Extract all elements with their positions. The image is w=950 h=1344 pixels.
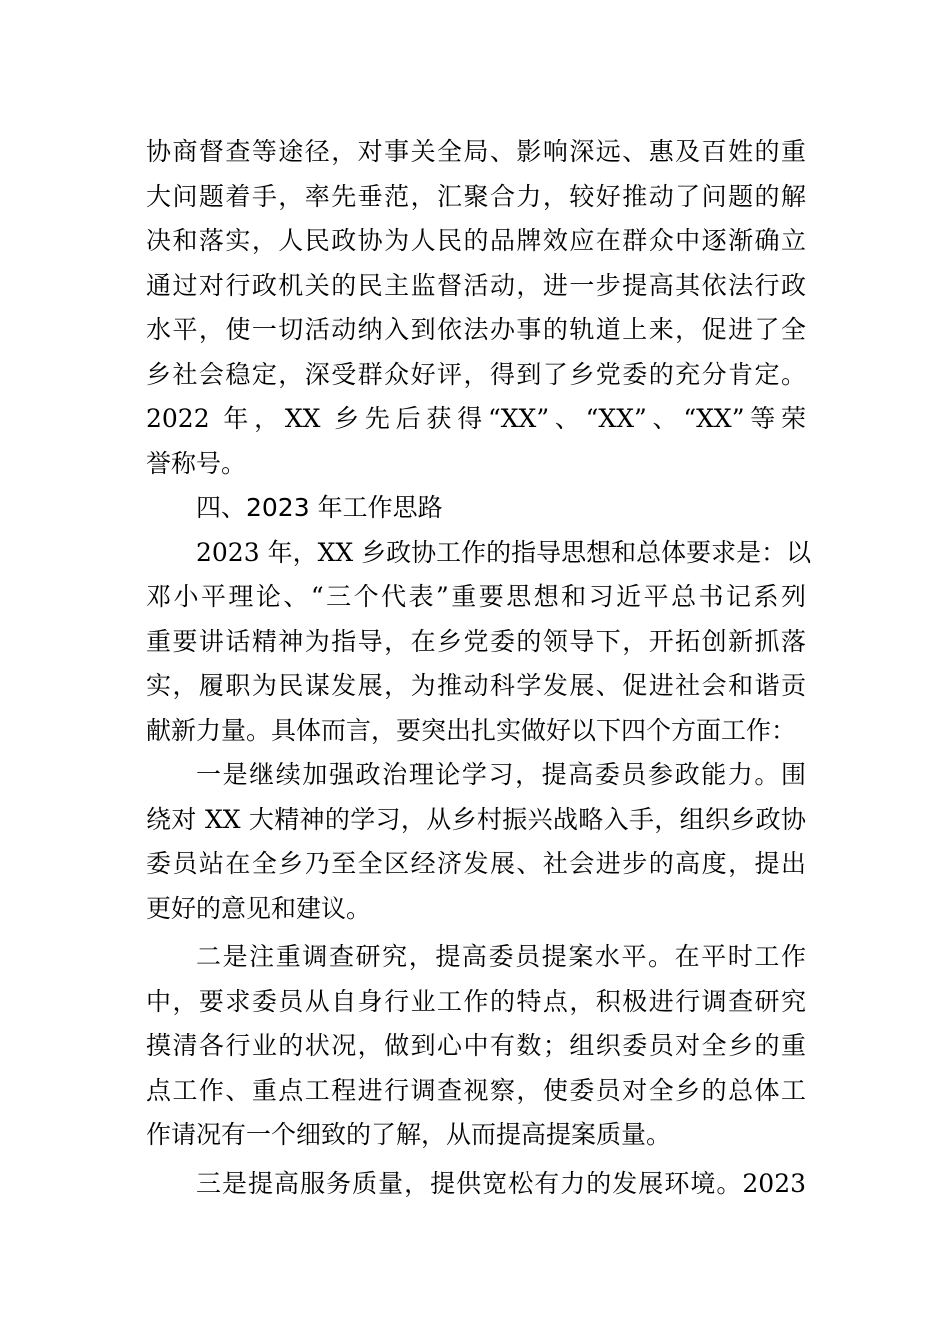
body-line: 邓小平理论、“三个代表”重要思想和习近平总书记系列 — [146, 582, 806, 611]
body-line: 绕对 XX 大精神的学习，从乡村振兴战略入手，组织乡政协 — [146, 804, 806, 834]
body-line: 2022 年，XX 乡先后获得“XX”、“XX”、“XX”等荣 — [146, 404, 806, 433]
body-line: 水平，使一切活动纳入到依法办事的轨道上来，促进了全 — [146, 315, 806, 344]
body-line: 协商督查等途径，对事关全局、影响深远、惠及百姓的重 — [146, 137, 806, 166]
body-line: 三是提高服务质量，提供宽松有力的发展环境。2023 — [196, 1168, 806, 1198]
body-line: 更好的意见和建议。 — [146, 893, 372, 923]
body-line: 献新力量。具体而言，要突出扎实做好以下四个方面工作： — [146, 715, 797, 745]
body-line: 誉称号。 — [146, 448, 247, 478]
body-line: 乡社会稳定，深受群众好评，得到了乡党委的充分肯定。 — [146, 359, 806, 389]
body-line: 决和落实，人民政协为人民的品牌效应在群众中逐渐确立 — [146, 226, 806, 255]
body-line: 委员站在全乡乃至全区经济发展、社会进步的高度，提出 — [146, 849, 806, 878]
section-heading: 四、2023 年工作思路 — [196, 493, 443, 522]
document-body — [146, 130, 812, 1206]
body-line: 大问题着手，率先垂范，汇聚合力，较好推动了问题的解 — [146, 181, 806, 211]
body-line: 中，要求委员从自身行业工作的特点，积极进行调查研究 — [146, 986, 806, 1016]
body-line: 二是注重调查研究，提高委员提案水平。在平时工作 — [196, 942, 806, 971]
body-line: 实，履职为民谋发展，为推动科学发展、促进社会和谐贡 — [146, 671, 806, 700]
body-line: 作请况有一个细致的了解，从而提高提案质量。 — [146, 1120, 672, 1149]
body-line: 2023 年，XX 乡政协工作的指导思想和总体要求是：以 — [196, 537, 812, 567]
body-line: 点工作、重点工程进行调查视察，使委员对全乡的总体工 — [146, 1075, 806, 1105]
body-line: 摸清各行业的状况，做到心中有数；组织委员对全乡的重 — [146, 1031, 806, 1060]
body-line: 通过对行政机关的民主监督活动，进一步提高其依法行政 — [146, 270, 806, 300]
body-line: 重要讲话精神为指导，在乡党委的领导下，开拓创新抓落 — [146, 626, 806, 656]
body-line: 一是继续加强政治理论学习，提高委员参政能力。围 — [196, 760, 806, 789]
